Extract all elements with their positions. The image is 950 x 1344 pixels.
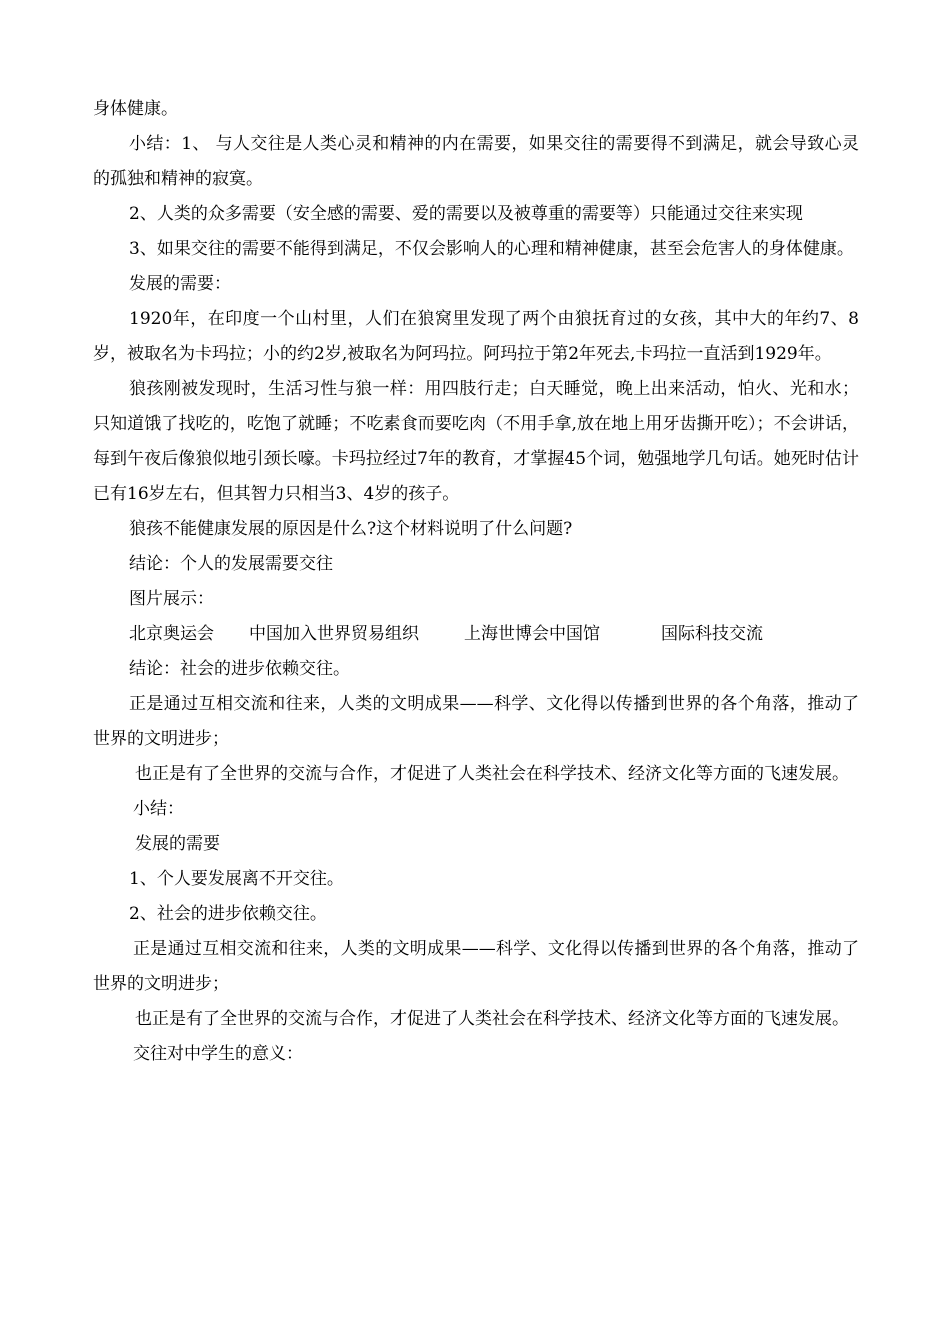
section-heading: 发展的需要： [129, 274, 231, 294]
paragraph: 2、人类的众多需要（安全感的需要、爱的需要以及被尊重的需要等）只能通过交往来实现 [129, 204, 803, 224]
picture-caption: 国际科技交流 [661, 624, 763, 644]
conclusion: 结论：个人的发展需要交往 [129, 554, 333, 574]
paragraph: 正是通过互相交流和往来，人类的文明成果——科学、文化得以传播到世界的各个角落，推动了世界的文明进步； [93, 939, 859, 994]
paragraph: 也正是有了全世界的交流与合作，才促进了人类社会在科学技术、经济文化等方面的飞速发展。 [135, 1009, 849, 1029]
paragraph: 3、如果交往的需要不能得到满足，不仅会影响人的心理和精神健康，甚至会危害人的身体健康。 [129, 239, 854, 259]
paragraph: 也正是有了全世界的交流与合作，才促进了人类社会在科学技术、经济文化等方面的飞速发展。 [135, 764, 849, 784]
list-item: 1、个人要发展离不开交往。 [129, 869, 344, 889]
paragraph: 狼孩不能健康发展的原因是什么?这个材料说明了什么问题? [129, 519, 573, 539]
picture-caption: 上海世博会中国馆 [464, 624, 600, 644]
paragraph: 1920年，在印度一个山村里，人们在狼窝里发现了两个由狼抚育过的女孩，其中大的年约7、8岁，被取名为卡玛拉；小的约2岁,被取名为阿玛拉。阿玛拉于第2年死去,卡玛拉一直活到1929年。 [93, 309, 859, 364]
paragraph: 小结：1、 与人交往是人类心灵和精神的内在需要，如果交往的需要得不到满足，就会导致心灵的孤独和精神的寂寞。 [93, 134, 859, 189]
document-page [93, 92, 859, 1072]
picture-caption: 北京奥运会 [129, 624, 214, 644]
section-heading: 交往对中学生的意义： [133, 1044, 303, 1064]
paragraph: 身体健康。 [93, 99, 178, 119]
paragraph: 狼孩刚被发现时，生活习性与狼一样：用四肢行走；白天睡觉，晚上出来活动，怕火、光和水；只知道饿了找吃的，吃饱了就睡；不吃素食而要吃肉（不用手拿,放在地上用牙齿撕开吃）；不会讲话，每到午夜后像狼似地引颈长嚎。卡玛拉经过7年的教育，才掌握45个词，勉强地学几句话。她死时估计已有16岁左右，但其智力只相当3、4岁的孩子。 [93, 379, 859, 504]
conclusion: 结论：社会的进步依赖交往。 [129, 659, 350, 679]
paragraph: 图片展示： [129, 589, 214, 609]
paragraph: 正是通过互相交流和往来，人类的文明成果——科学、文化得以传播到世界的各个角落，推动了世界的文明进步； [93, 694, 859, 749]
paragraph: 发展的需要 [135, 834, 220, 854]
picture-caption: 中国加入世界贸易组织 [249, 624, 419, 644]
summary-heading: 小结： [133, 799, 184, 819]
list-item: 2、社会的进步依赖交往。 [129, 904, 327, 924]
picture-list [93, 617, 859, 652]
